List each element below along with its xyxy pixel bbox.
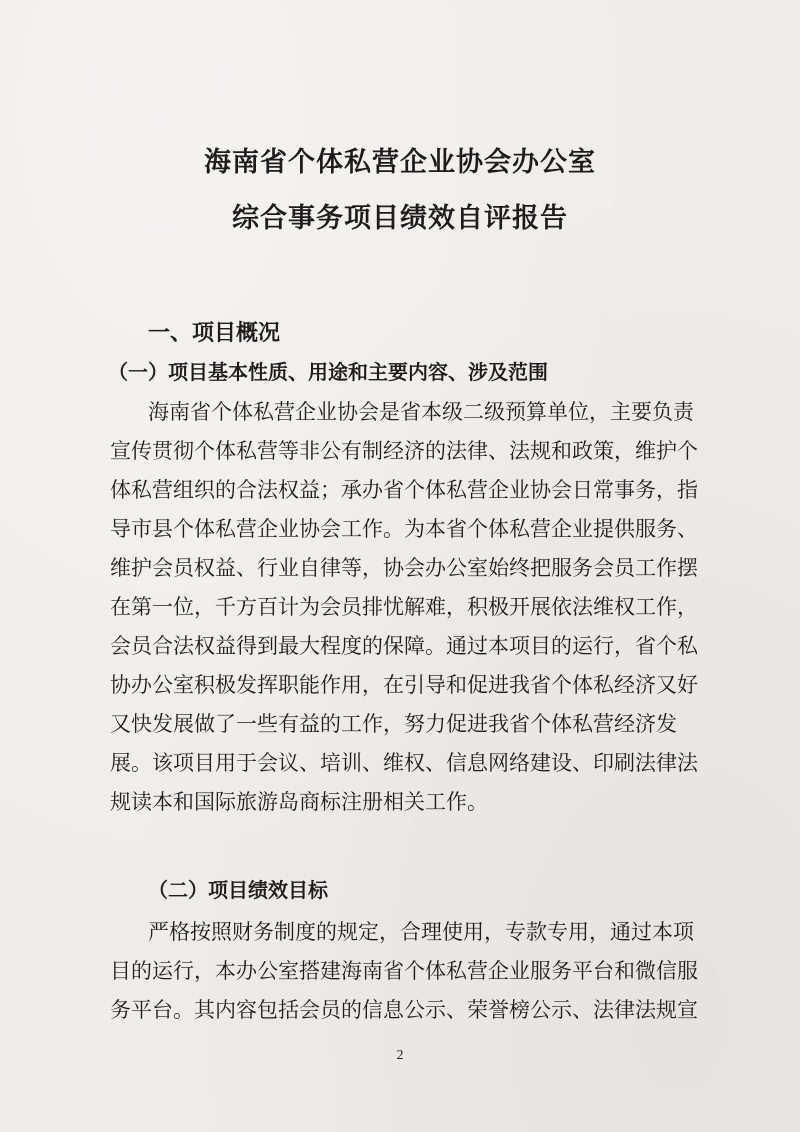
- paragraph-line: 宣传贯彻个体私营等非公有制经济的法律、法规和政策，维护个: [110, 439, 698, 463]
- paragraph-line: 海南省个体私营企业协会是省本级二级预算单位，主要负责: [148, 400, 694, 424]
- paragraph-line: 又快发展做了一些有益的工作，努力促进我省个体私营经济发: [110, 712, 677, 736]
- paragraph-line: 协办公室积极发挥职能作用，在引导和促进我省个体私经济又好: [110, 673, 698, 697]
- paragraph-line: 体私营组织的合法权益；承办省个体私营企业协会日常事务，指: [110, 478, 698, 502]
- page-number: 2: [396, 1048, 404, 1063]
- paragraph-line: 维护会员权益、行业自律等，协会办公室始终把服务会员工作摆: [110, 556, 698, 580]
- subsection-1-heading: （一）项目基本性质、用途和主要内容、涉及范围: [108, 360, 548, 384]
- paragraph-line: 在第一位，千方百计为会员排忧解难，积极开展依法维权工作，: [110, 595, 698, 619]
- paragraph-line: 展。该项目用于会议、培训、维权、信息网络建设、印刷法律法: [110, 751, 698, 775]
- paragraph-line: 导市县个体私营企业协会工作。为本省个体私营企业提供服务、: [110, 517, 698, 541]
- paragraph-line: 务平台。其内容包括会员的信息公示、荣誉榜公示、法律法规宣: [110, 998, 698, 1022]
- paragraph-line: 目的运行，本办公室搭建海南省个体私营企业服务平台和微信服: [110, 959, 698, 983]
- paragraph-line: 会员合法权益得到最大程度的保障。通过本项目的运行，省个私: [110, 634, 698, 658]
- section-1-heading: 一、项目概况: [148, 320, 281, 346]
- paragraph-line: 严格按照财务制度的规定，合理使用，专款专用，通过本项: [148, 920, 694, 944]
- document-title-line-2: 综合事务项目绩效自评报告: [232, 203, 568, 234]
- document-title-line-1: 海南省个体私营企业协会办公室: [204, 147, 596, 178]
- paragraph-line: 规读本和国际旅游岛商标注册相关工作。: [110, 790, 488, 814]
- subsection-2-heading: （二）项目绩效目标: [148, 878, 328, 902]
